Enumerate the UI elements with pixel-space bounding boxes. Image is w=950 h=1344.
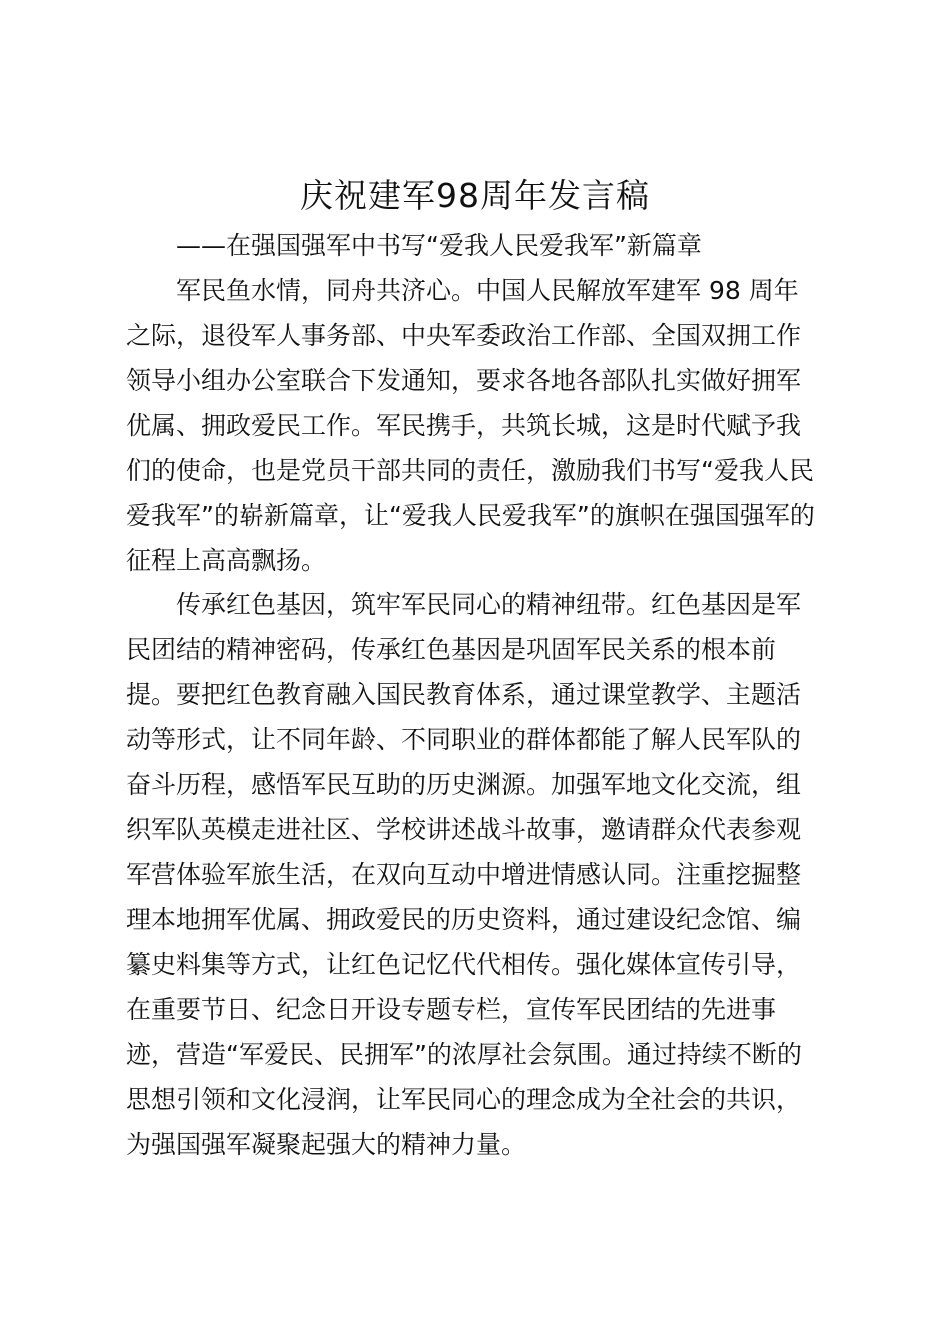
- text-line: 领导小组办公室联合下发通知，要求各地各部队扎实做好拥军: [126, 366, 802, 395]
- text-line: 动等形式，让不同年龄、不同职业的群体都能了解人民军队的: [126, 725, 802, 754]
- text-line: 理本地拥军优属、拥政爱民的历史资料，通过建设纪念馆、编: [126, 905, 802, 934]
- document-title: 庆祝建军98周年发言稿: [300, 176, 650, 215]
- text-line: 征程上高高飘扬。: [126, 546, 327, 575]
- text-line: 民团结的精神密码，传承红色基因是巩固军民关系的根本前: [126, 635, 777, 664]
- text-line: 织军队英模走进社区、学校讲述战斗故事，邀请群众代表参观: [126, 815, 802, 844]
- text-line: 奋斗历程，感悟军民互助的历史渊源。加强军地文化交流，组: [126, 770, 802, 799]
- text-line: 传承红色基因，筑牢军民同心的精神纽带。红色基因是军: [176, 590, 802, 619]
- text-line: 爱我军”的崭新篇章，让“爱我人民爱我军”的旗帜在强国强军的: [126, 501, 815, 530]
- text-line: 之际，退役军人事务部、中央军委政治工作部、全国双拥工作: [126, 321, 802, 350]
- text-line: 军民鱼水情，同舟共济心。中国人民解放军建军 98 周年: [176, 276, 799, 305]
- document-subtitle: ——在强国强军中书写“爱我人民爱我军”新篇章: [176, 231, 702, 260]
- text-line: 思想引领和文化浸润，让军民同心的理念成为全社会的共识，: [126, 1085, 802, 1114]
- text-line: 军营体验军旅生活，在双向互动中增进情感认同。注重挖掘整: [126, 860, 802, 889]
- text-line: 迹，营造“军爱民、民拥军”的浓厚社会氛围。通过持续不断的: [126, 1040, 802, 1069]
- text-line: 为强国强军凝聚起强大的精神力量。: [126, 1130, 527, 1159]
- text-line: 提。要把红色教育融入国民教育体系，通过课堂教学、主题活: [126, 680, 802, 709]
- paragraph-red-gene: [126, 582, 832, 1167]
- text-line: 在重要节日、纪念日开设专题专栏，宣传军民团结的先进事: [126, 995, 777, 1024]
- text-line: 纂史料集等方式，让红色记忆代代相传。强化媒体宣传引导，: [126, 950, 802, 979]
- text-line: 们的使命，也是党员干部共同的责任，激励我们书写“爱我人民: [126, 456, 814, 485]
- paragraph-intro: [126, 268, 832, 583]
- text-line: 优属、拥政爱民工作。军民携手，共筑长城，这是时代赋予我: [126, 411, 802, 440]
